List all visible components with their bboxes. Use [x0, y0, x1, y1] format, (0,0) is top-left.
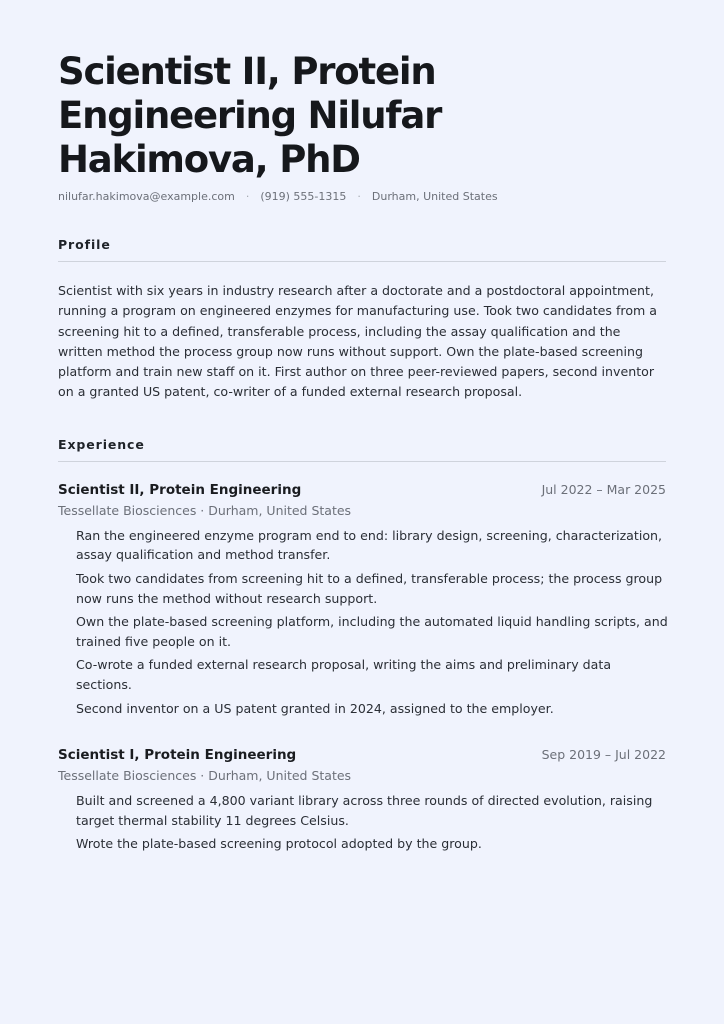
bullet-item: Own the plate-based screening platform, including the automated liquid handling scripts, and trained five people on it. — [76, 614, 668, 649]
bullet-item: Took two candidates from screening hit to a defined, transferable process; the process group now runs the method without research support. — [76, 570, 663, 606]
profile-summary: Scientist with six years in industry research after a doctorate and a postdoctoral appointment, running a program on engineered enzymes for manufacturing use. Took two candidates from a screening hit to a defined, transferable process, including the assay qualification and the written method the process group now runs without support. Own the plate-based screening platform and train new staff on it. First author on three peer-reviewed papers, second inventor on a granted US patent, co-writer of a funded external research proposal. — [58, 283, 658, 400]
job-title: Scientist II, Protein Engineering — [58, 481, 302, 498]
job-bullets — [76, 791, 668, 854]
job-entry — [58, 747, 666, 854]
experience-section — [58, 437, 666, 854]
bullet-item: Second inventor on a US patent granted in 2024, assigned to the employer. — [76, 700, 554, 716]
job-title: Scientist I, Protein Engineering — [58, 747, 297, 764]
bullet-item: Built and screened a 4,800 variant library across three rounds of directed evolution, raising target thermal stability 11 degrees Celsius. — [76, 793, 653, 828]
bullet-item: Wrote the plate-based screening protocol adopted by the group. — [76, 836, 482, 852]
contact-line — [58, 190, 666, 203]
profile-section — [58, 237, 666, 403]
section-divider — [58, 261, 666, 262]
email-text: nilufar.hakimova@example.com — [58, 190, 235, 203]
location-text: Durham, United States — [371, 190, 498, 203]
job-header — [58, 482, 666, 498]
bullet-item: Ran the engineered enzyme program end to end: library design, screening, characterization, assay qualification and method transfer. — [76, 527, 663, 563]
job-header — [58, 747, 666, 763]
bullet-item: Co-wrote a funded external research proposal, writing the aims and preliminary data sections. — [76, 657, 612, 692]
phone-text: (919) 555-1315 — [260, 190, 347, 203]
job-organization: Tessellate Biosciences · Durham, United States — [58, 502, 352, 518]
separator-dot: · — [357, 190, 361, 203]
separator-dot: · — [245, 190, 250, 203]
job-dates: Jul 2022 – Mar 2025 — [541, 481, 666, 497]
job-organization: Tessellate Biosciences · Durham, United States — [58, 768, 352, 784]
candidate-name: Scientist II, Protein Engineering Nilufar Hakimova, PhD — [58, 50, 442, 181]
job-entry — [58, 482, 666, 718]
job-bullets — [76, 526, 668, 718]
job-dates: Sep 2019 – Jul 2022 — [541, 747, 666, 763]
profile-heading: Profile — [58, 237, 111, 252]
experience-heading: Experience — [58, 436, 145, 452]
section-divider — [58, 461, 666, 462]
